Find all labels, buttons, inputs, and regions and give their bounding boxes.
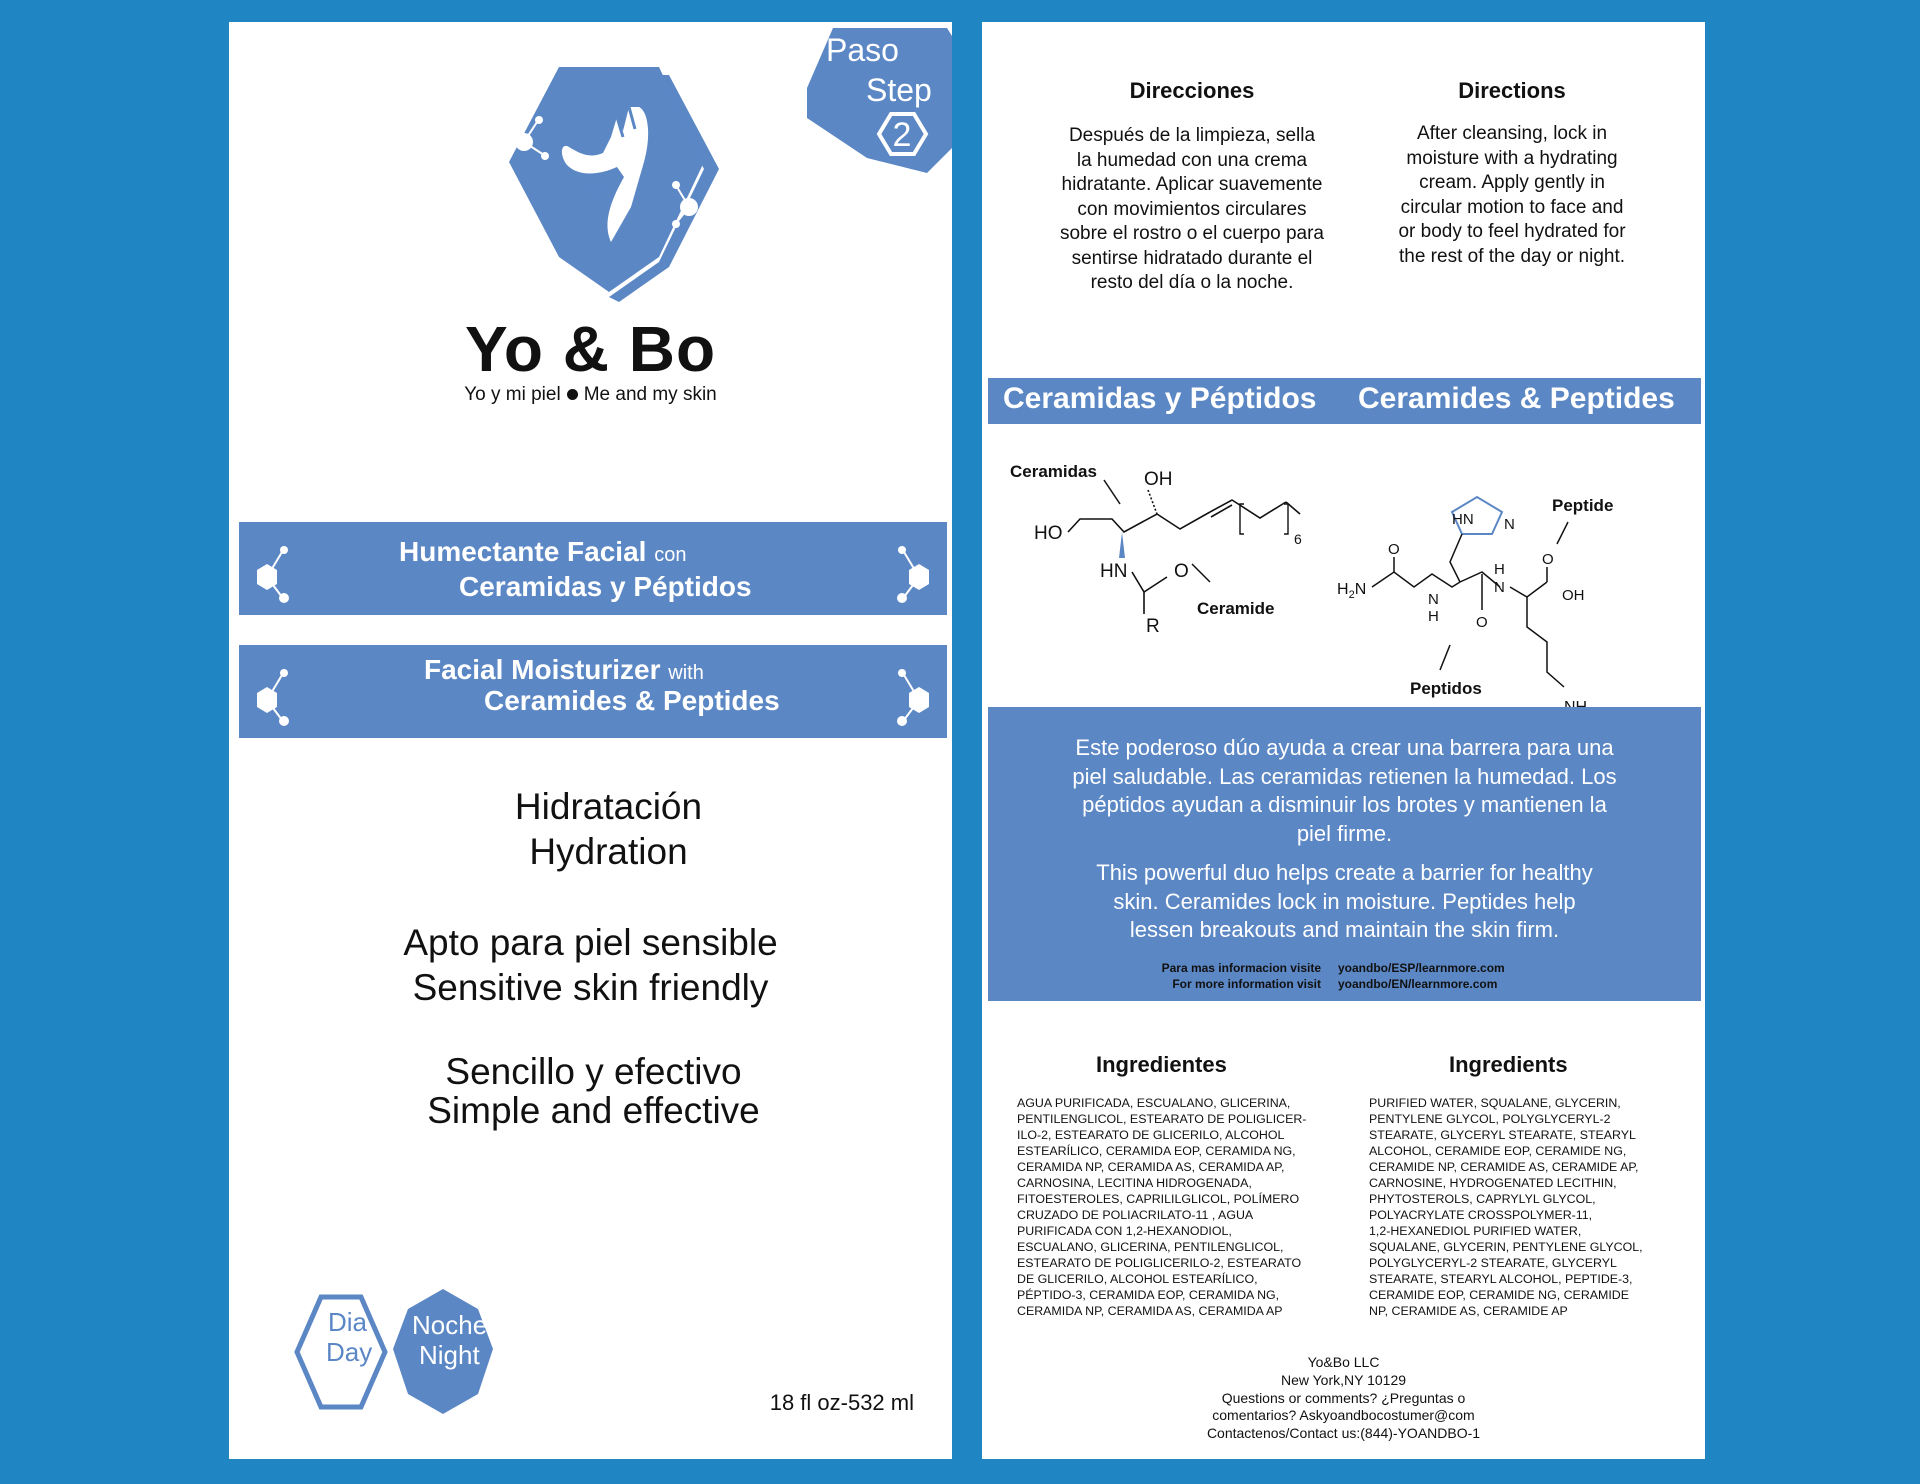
label-h-1: H [1428, 608, 1439, 625]
contact-line: New York,NY 10129 [1280, 1371, 1407, 1388]
step-label-es: Paso [826, 32, 899, 68]
ingredient-line: POLYACRYLATE CROSSPOLYMER-11, [1369, 1208, 1593, 1222]
label-o: O [1174, 561, 1189, 582]
ingredient-line: CRUZADO DE POLIACRILATO-11 , AGUA [1017, 1208, 1254, 1222]
ingredients-es-title: Ingredientes [1096, 1052, 1227, 1077]
tagline-en: Me and my skin [583, 384, 717, 405]
ingredient-line: NP, CERAMIDE AS, CERAMIDE AP [1369, 1304, 1568, 1318]
chemical-structures-diagram [982, 432, 1705, 732]
band-en-line1 [424, 654, 704, 686]
ingredient-line: PENTYLENE GLYCOL, POLYGLYCERYL-2 [1369, 1112, 1611, 1126]
ingredients-es-list [1017, 1095, 1337, 1319]
band-en-connector: with [668, 662, 704, 684]
label-ceramide: Ceramide [1197, 599, 1275, 618]
link-url-es[interactable]: yoandbo/ESP/learnmore.com [1338, 961, 1505, 975]
directions-line: or body to feel hydrated for [1398, 221, 1626, 242]
info-line: Este poderoso dúo ayuda a crear una barrera para una [1075, 735, 1614, 760]
link-label-es: Para mas informacion visite [1161, 961, 1321, 975]
directions-es-body [1022, 124, 1362, 296]
claim-es: Apto para piel sensible [403, 922, 778, 963]
label-hn-ring: HN [1452, 511, 1474, 528]
molecule-icon [889, 532, 939, 607]
label-n-1: N [1428, 591, 1439, 608]
front-label-panel [229, 22, 952, 1459]
ingredient-line: SQUALANE, GLYCERIN, PENTYLENE GLYCOL, [1369, 1240, 1643, 1254]
ingredient-line: STEARATE, GLYCERYL STEARATE, STEARYL [1369, 1128, 1636, 1142]
claim-sensitive [229, 920, 952, 1010]
ingredient-line: PURIFICADA CON 1,2-HEXANODIOL, [1017, 1224, 1232, 1238]
info-en [1028, 859, 1661, 945]
night-label-en: Night [419, 1340, 480, 1370]
ingredient-line: CERAMIDE EOP, CERAMIDE NG, CERAMIDE [1369, 1288, 1630, 1302]
band-es-title: Humectante Facial [399, 536, 647, 567]
section-title-es: Ceramidas y Péptidos [1003, 382, 1317, 415]
ingredients-en-title: Ingredients [1449, 1052, 1568, 1077]
info-line: piel firme. [1296, 820, 1393, 846]
claim-en: Sensitive skin friendly [412, 967, 769, 1008]
ingredient-line: CERAMIDA NP, CERAMIDA AS, CERAMIDA AP, [1017, 1160, 1285, 1174]
label-peptidos: Peptidos [1410, 679, 1482, 698]
ingredient-line: POLYGLYCERYL-2 STEARATE, GLYCERYL [1369, 1256, 1617, 1270]
info-es [1028, 734, 1661, 848]
directions-line: la humedad con una crema [1076, 149, 1308, 171]
molecule-icon [889, 655, 939, 730]
bullet-icon [567, 389, 578, 400]
directions-line: After cleansing, lock in [1416, 123, 1608, 144]
ingredient-line: ESTEARATO DE POLIGLICERILO-2, ESTEARATO [1017, 1256, 1302, 1270]
band-es-line1 [399, 536, 686, 568]
ingredient-line: PURIFIED WATER, SQUALANE, GLYCERIN, [1369, 1096, 1621, 1110]
contact-line: Yo&Bo LLC [1307, 1354, 1380, 1370]
hexagon-hand-logo-icon [499, 67, 719, 312]
label-ho: HO [1034, 523, 1063, 544]
label-h2n: $H_2N$ [1337, 581, 1367, 601]
ingredient-line: ESCUALANO, GLICERINA, PENTILENGLICOL, [1017, 1240, 1284, 1254]
step-number: 2 [892, 116, 912, 154]
directions-line: moisture with a hydrating [1406, 147, 1618, 169]
directions-line: sentirse hidratado durante el [1071, 247, 1313, 269]
claim-es: Sencillo y efectivo [445, 1051, 742, 1092]
info-line: lessen breakouts and maintain the skin firm. [1129, 917, 1560, 942]
label-hn: HN [1100, 561, 1128, 582]
contact-line: comentarios? Askyoandbocostumer@com [1212, 1407, 1475, 1424]
label-oh-2: OH [1562, 587, 1585, 604]
label-peptide: Peptide [1552, 496, 1614, 515]
directions-en-body [1357, 122, 1667, 269]
directions-en-title: Directions [1458, 78, 1566, 103]
ingredient-line: CERAMIDE NP, CERAMIDE AS, CERAMIDE AP, [1369, 1160, 1639, 1174]
info-box [988, 707, 1701, 1001]
label-o-1: O [1388, 541, 1400, 558]
tagline-es: Yo y mi piel [464, 384, 561, 405]
claim-en: Simple and effective [427, 1090, 760, 1131]
directions-line: sobre el rostro o el cuerpo para [1059, 223, 1325, 244]
ingredient-line: PENTILENGLICOL, ESTEARATO DE POLIGLICER- [1017, 1112, 1307, 1126]
directions-line: cream. Apply gently in [1419, 172, 1605, 193]
label-sub6: 6 [1294, 531, 1302, 547]
day-label-en: Day [326, 1337, 373, 1367]
label-h-2: H [1494, 561, 1505, 578]
step-label-en: Step [866, 72, 932, 108]
band-es-connector: con [654, 544, 687, 566]
product-band-es [239, 522, 947, 615]
info-line: skin. Ceramides lock in moisture. Peptides help [1113, 888, 1576, 914]
directions-es-title: Direcciones [1129, 78, 1255, 103]
link-url-en[interactable]: yoandbo/EN/learnmore.com [1338, 977, 1498, 991]
directions-line: circular motion to face and [1400, 196, 1624, 218]
ingredient-line: ILO-2, ESTEARATO DE GLICERILO, ALCOHOL [1017, 1128, 1285, 1142]
claim-hydration [247, 784, 970, 874]
brand-tagline [229, 384, 952, 406]
label-o-3: O [1542, 551, 1554, 568]
product-band-en [239, 645, 947, 738]
directions-line: con movimientos circulares [1077, 198, 1307, 220]
contact-line: Contactenos/Contact us:(844)-YOANDBO-1 [1206, 1425, 1481, 1442]
molecule-icon [247, 655, 297, 730]
ingredient-line: AGUA PURIFICADA, ESCUALANO, GLICERINA, [1017, 1096, 1291, 1110]
ingredient-line: FITOESTEROLES, CAPRILILGLICOL, POLÍMERO [1017, 1192, 1300, 1206]
ingredient-line: ESTEARÍLICO, CERAMIDA EOP, CERAMIDA NG, [1017, 1144, 1296, 1158]
contact-line: Questions or comments? ¿Preguntas o [1221, 1389, 1466, 1406]
directions-line: the rest of the day or night. [1398, 245, 1626, 267]
ingredient-line: ALCOHOL, CERAMIDE EOP, CERAMIDE NG, [1369, 1144, 1627, 1158]
info-line: piel saludable. Las ceramidas retienen la humedad. Los [1072, 763, 1617, 789]
info-line: This powerful duo helps create a barrier for healthy [1096, 860, 1593, 885]
ingredient-line: CARNOSINA, LECITINA HIDROGENADA, [1017, 1176, 1252, 1190]
label-ceramidas: Ceramidas [1010, 462, 1097, 481]
band-en-subtitle: Ceramides & Peptides [484, 685, 780, 716]
band-es-subtitle: Ceramidas y Péptidos [459, 571, 752, 602]
molecule-icon [247, 532, 297, 607]
contact-block [982, 1354, 1705, 1443]
ingredients-en-list [1369, 1095, 1689, 1319]
info-line: péptidos ayudan a disminuir los brotes y mantienen la [1082, 792, 1607, 817]
ingredient-line: DE GLICERILO, ALCOHOL ESTEARÍLICO, [1017, 1272, 1258, 1286]
ingredient-line: CERAMIDA NP, CERAMIDA AS, CERAMIDA AP [1017, 1304, 1283, 1318]
claim-en: Hydration [529, 831, 688, 872]
ingredient-line: 1,2-HEXANEDIOL PURIFIED WATER, [1369, 1224, 1582, 1238]
label-o-2: O [1476, 614, 1488, 631]
ingredient-line: STEARATE, STEARYL ALCOHOL, PEPTIDE-3, [1369, 1272, 1633, 1286]
link-label-en: For more information visit [1172, 977, 1321, 991]
section-title-en: Ceramides & Peptides [1358, 382, 1675, 415]
directions-line: resto del día o la noche. [1090, 272, 1294, 293]
label-n-ring: N [1504, 516, 1515, 533]
label-n-2: N [1494, 579, 1505, 596]
ingredient-line: PÉPTIDO-3, CERAMIDA EOP, CERAMIDA NG, [1017, 1288, 1280, 1302]
claim-simple [232, 1052, 955, 1130]
back-label-panel [982, 22, 1705, 1459]
day-label-es: Dia [328, 1307, 368, 1337]
directions-line: Después de la limpieza, sella [1068, 125, 1316, 146]
brand-name: Yo & Bo [464, 313, 717, 385]
claim-es: Hidratación [514, 786, 703, 827]
band-en-title: Facial Moisturizer [424, 654, 661, 685]
volume-label: 18 fl oz-532 ml [769, 1390, 914, 1415]
label-r: R [1146, 616, 1160, 637]
night-label-es: Noche [412, 1310, 488, 1340]
ingredient-line: PHYTOSTEROLS, CAPRYLYL GLYCOL, [1369, 1192, 1596, 1206]
label-oh: OH [1144, 469, 1173, 490]
ingredient-line: CARNOSINE, HYDROGENATED LECITHIN, [1369, 1176, 1617, 1190]
directions-line: hidratante. Aplicar suavemente [1061, 174, 1323, 195]
